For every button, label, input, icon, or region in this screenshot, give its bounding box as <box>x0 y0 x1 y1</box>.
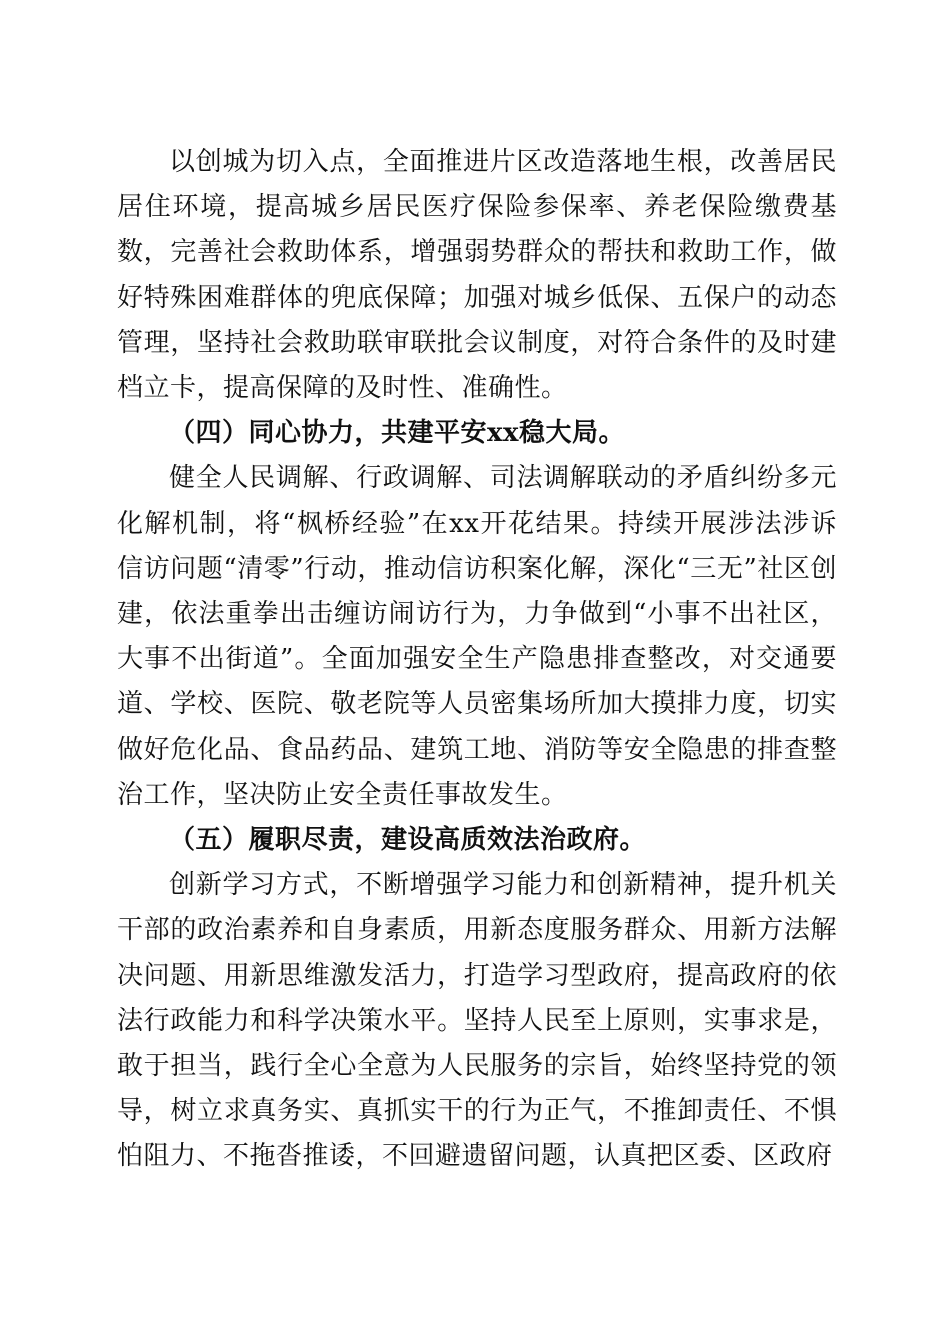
paragraph-social-assistance: 以创城为切入点，全面推进片区改造落地生根，改善居民居住环境，提高城乡居民医疗保险参保率、养老保险缴费基数，完善社会救助体系，增强弱势群众的帮扶和救助工作，做好特殊困难群体的兜底保障；加强对城乡低保、五保户的动态管理，坚持社会救助联审联批会议制度，对符合条件的及时建档立卡，提高保障的及时性、准确性。 <box>117 147 837 404</box>
section-heading-four: （四）同心协力，共建平安xx稳大局。 <box>169 418 626 449</box>
paragraph-rule-of-law-government: 创新学习方式，不断增强学习能力和创新精神，提升机关干部的政治素养和自身素质，用新态度服务群众、用新方法解决问题、用新思维激发活力，打造学习型政府，提高政府的依法行政能力和科学决策水平。坚持人民至上原则，实事求是，敢于担当，践行全心全意为人民服务的宗旨，始终坚持党的领导，树立求真务实、真抓实干的行为正气，不推卸责任、不惧怕阻力、不拖沓推诿，不回避遗留问题，认真把区委、区政府 <box>117 870 837 1172</box>
paragraph-public-safety: 健全人民调解、行政调解、司法调解联动的矛盾纠纷多元化解机制，将“枫桥经验”在xx开花结果。持续开展涉法涉诉信访问题“清零”行动，推动信访积案化解，深化“三无”社区创建，依法重拳出击缠访闹访行为，力争做到“小事不出社区，大事不出街道”。全面加强安全生产隐患排查整改，对交通要道、学校、医院、敬老院等人员密集场所加大摸排力度，切实做好危化品、食品药品、建筑工地、消防等安全隐患的排查整治工作，坚决防止安全责任事故发生。 <box>117 463 837 810</box>
section-heading-five: （五）履职尽责，建设高质效法治政府。 <box>169 825 647 856</box>
document-body <box>117 140 837 1180</box>
